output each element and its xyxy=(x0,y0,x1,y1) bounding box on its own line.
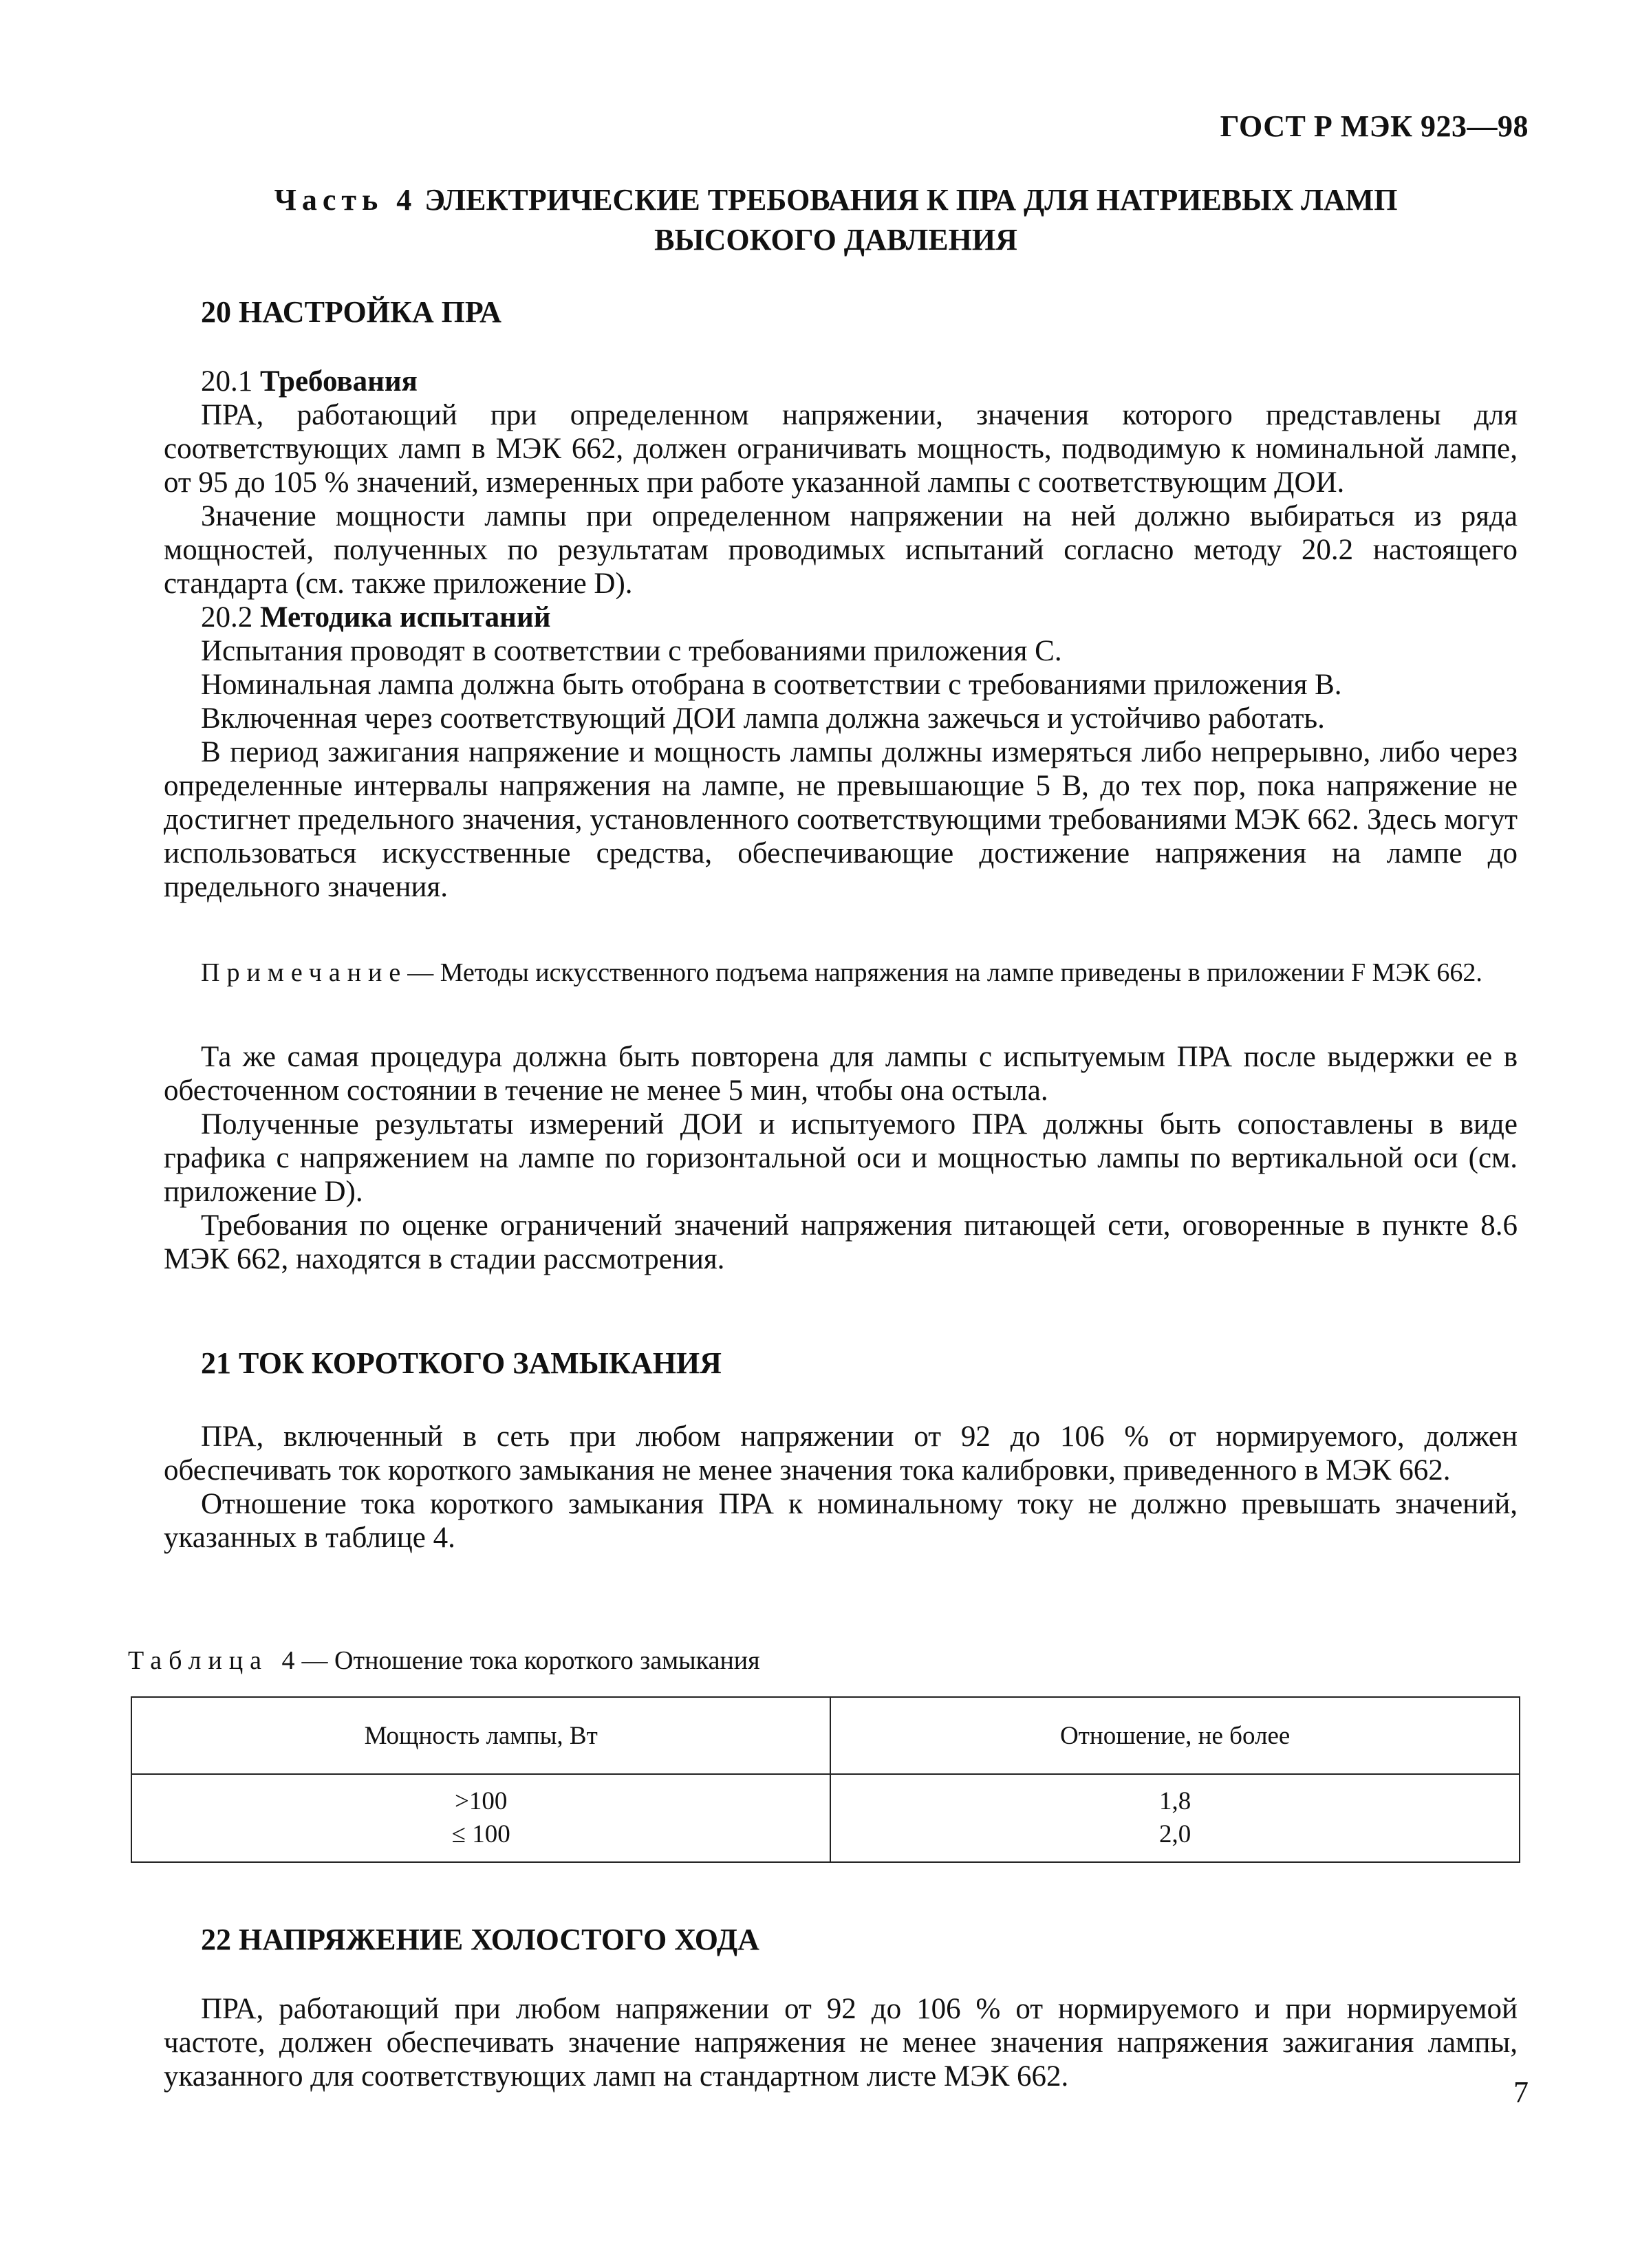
section-22-body xyxy=(164,1992,1518,2093)
table-caption-label: Таблица 4 xyxy=(128,1646,302,1675)
column-header-ratio: Отношение, не более xyxy=(830,1697,1520,1774)
paragraph: Номинальная лампа должна быть отобрана в соответствии с требованиями приложения В. xyxy=(201,669,1342,701)
paragraph: Испытания проводят в соответствии с требованиями приложения С. xyxy=(201,635,1062,667)
paragraph: В период зажигания напряжение и мощность лампы должны измеряться либо непрерывно, либо через определенные интервалы напряжения на лампе, не превышающие 5 В, до тех пор, пока напряжение не достигнет предельного значения, установленного соответствующими требованиями МЭК 662. Здесь могут использоваться искусственные средства, обеспечивающие достижение напряжения на лампе до предельного значения. xyxy=(164,736,1518,903)
table-cell-ratio: 1,8 2,0 xyxy=(830,1774,1520,1862)
subsection-20-2-heading: 20.2 Методика испытаний xyxy=(201,601,551,634)
part-title-text: ЭЛЕКТРИЧЕСКИЕ ТРЕБОВАНИЯ К ПРА ДЛЯ НАТРИЕВЫХ ЛАМП xyxy=(424,183,1398,217)
subsection-20-1-heading: 20.1 Требования xyxy=(201,365,418,398)
column-header-lamp-power: Мощность лампы, Вт xyxy=(131,1697,830,1774)
section-20-body-b xyxy=(164,1040,1518,1276)
section-20-body-a xyxy=(164,365,1518,904)
part-title-line-2: ВЫСОКОГО ДАВЛЕНИЯ xyxy=(654,223,1017,257)
table-header-row xyxy=(131,1697,1520,1774)
table-row xyxy=(131,1774,1520,1862)
paragraph: Та же самая процедура должна быть повторена для лампы с испытуемым ПРА после выдержки ее в обесточенном состоянии в течение не менее 5 мин, чтобы она остыла. xyxy=(164,1041,1518,1107)
note-text: — Методы искусственного подъема напряжения на лампе приведены в приложении F МЭК 662. xyxy=(407,958,1482,987)
paragraph: Включенная через соответствующий ДОИ лампа должна зажечься и устойчиво работать. xyxy=(201,702,1325,735)
paragraph: ПРА, работающий при любом напряжении от 92 до 106 % от нормируемого и при нормируемой частоте, должен обеспечивать значение напряжения не менее значения напряжения зажигания лампы, указанного для соответствующих ламп на стандартном листе МЭК 662. xyxy=(164,1993,1518,2093)
paragraph: ПРА, работающий при определенном напряжении, значения которого представлены для соответствующих ламп в МЭК 662, должен ограничивать мощность, подводимую к номинальной лампе, от 95 до 105 % значений, измеренных при работе указанной лампы с соответствующим ДОИ. xyxy=(164,399,1518,499)
table-4-caption xyxy=(128,1645,760,1676)
part-label: Часть 4 xyxy=(274,183,418,217)
table-caption-text: — Отношение тока короткого замыкания xyxy=(301,1646,760,1675)
paragraph: Полученные результаты измерений ДОИ и испытуемого ПРА должны быть сопоставлены в виде графика с напряжением на лампе по горизонтальной оси и мощностью лампы по вертикальной оси (см. приложение D). xyxy=(164,1108,1518,1208)
section-21-heading: 21 ТОК КОРОТКОГО ЗАМЫКАНИЯ xyxy=(201,1346,722,1380)
part-title xyxy=(165,180,1507,260)
table-4 xyxy=(131,1696,1520,1863)
note xyxy=(164,956,1518,989)
paragraph: Требования по оценке ограничений значений напряжения питающей сети, оговоренные в пункте 8.6 МЭК 662, находятся в стадии рассмотрения. xyxy=(164,1209,1518,1275)
table-cell-lamp-power: >100 ≤ 100 xyxy=(131,1774,830,1862)
paragraph: Значение мощности лампы при определенном напряжении на ней должно выбираться из ряда мощностей, полученных по результатам проводимых испытаний согласно методу 20.2 настоящего стандарта (см. также приложение D). xyxy=(164,500,1518,600)
section-21-body xyxy=(164,1420,1518,1555)
paragraph: ПРА, включенный в сеть при любом напряжении от 92 до 106 % от нормируемого, должен обеспечивать ток короткого замыкания не менее значения тока калибровки, приведенного в МЭК 662. xyxy=(164,1421,1518,1487)
section-20-heading: 20 НАСТРОЙКА ПРА xyxy=(201,295,501,329)
part-title-line-1 xyxy=(165,180,1507,220)
section-22-heading: 22 НАПРЯЖЕНИЕ ХОЛОСТОГО ХОДА xyxy=(201,1923,759,1956)
paragraph: Отношение тока короткого замыкания ПРА к номинальному току не должно превышать значений, указанных в таблице 4. xyxy=(164,1488,1518,1554)
document-id: ГОСТ Р МЭК 923—98 xyxy=(1220,109,1529,143)
page-number: 7 xyxy=(1513,2075,1529,2109)
note-label: Примечание xyxy=(201,958,408,987)
